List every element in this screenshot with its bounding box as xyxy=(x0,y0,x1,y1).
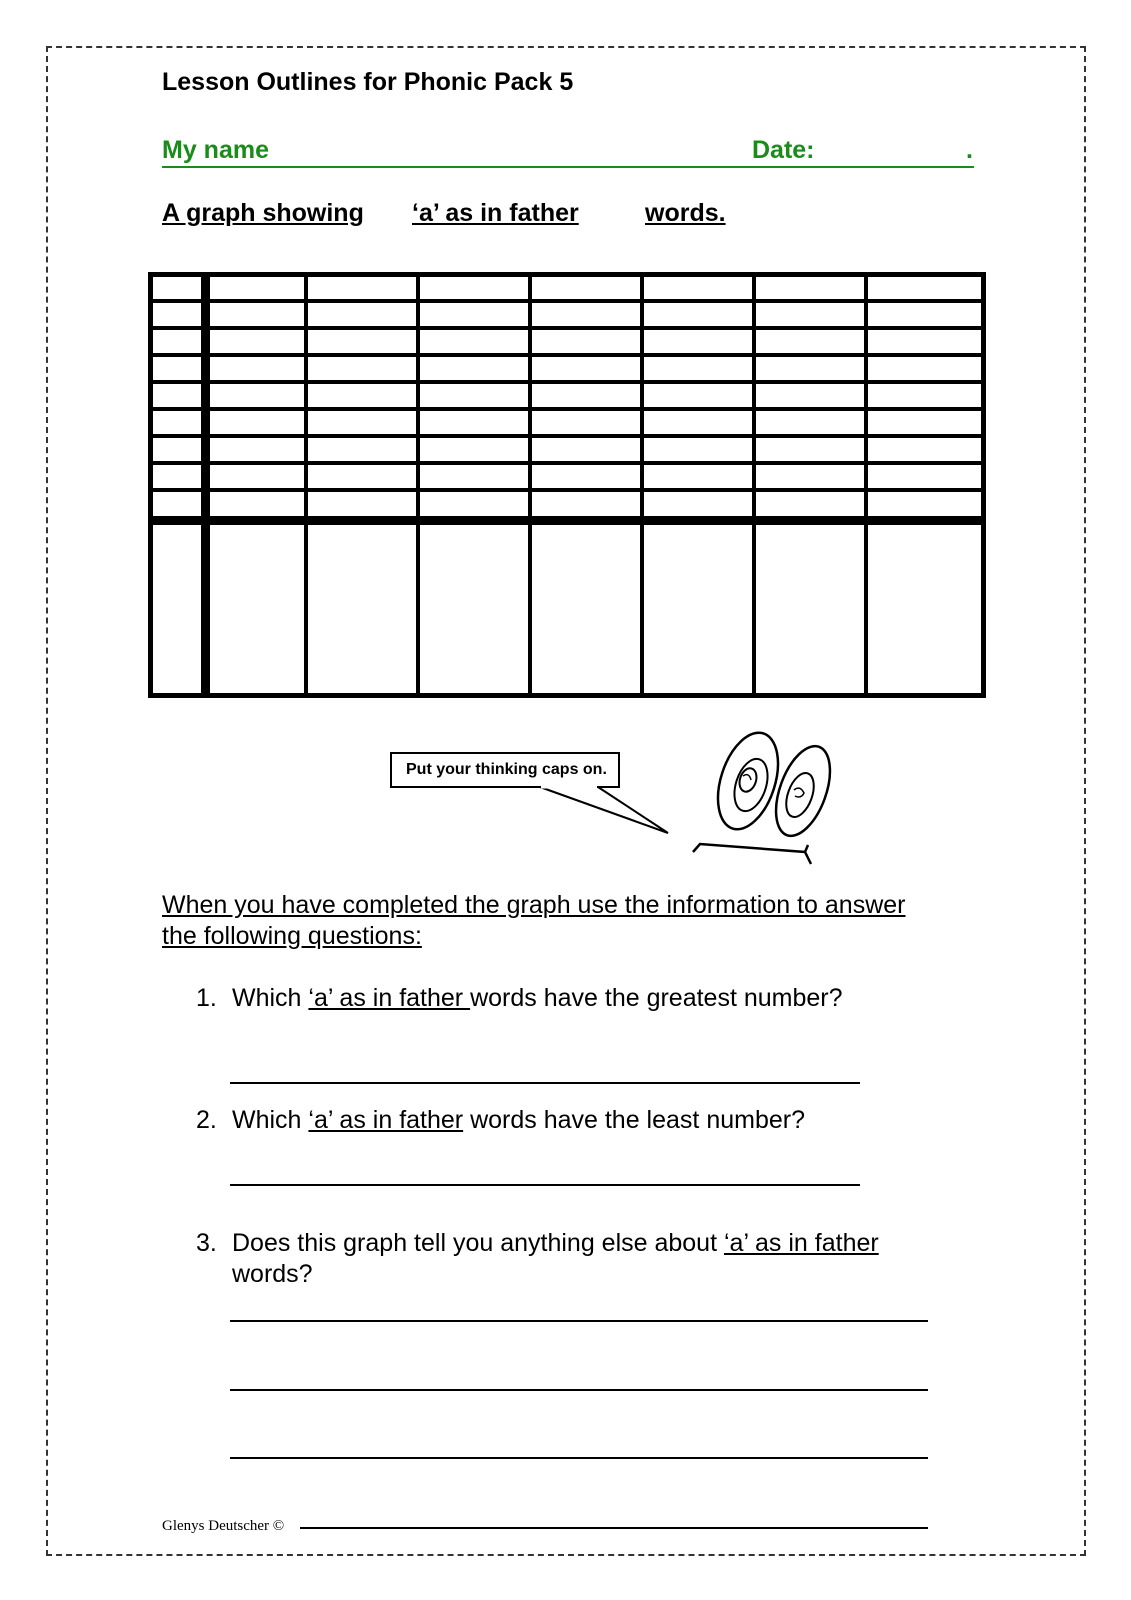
question-text: Which ‘a’ as in father words have the greatest number? xyxy=(232,984,843,1012)
graph-x-axis xyxy=(148,516,986,525)
page-title: Lesson Outlines for Phonic Pack 5 xyxy=(162,68,574,96)
instructions xyxy=(162,890,906,952)
answer-line[interactable] xyxy=(230,1320,928,1322)
question-number: 3. xyxy=(196,1229,217,1257)
blank-graph-grid[interactable] xyxy=(148,272,986,698)
graph-heading-part1: A graph showing xyxy=(162,199,364,227)
question-text: Which ‘a’ as in father words have the least number? xyxy=(232,1106,805,1134)
instructions-line2: the following questions: xyxy=(162,922,422,950)
question-number: 1. xyxy=(196,984,217,1012)
answer-line[interactable] xyxy=(230,1184,860,1186)
name-date-writing-line[interactable] xyxy=(162,166,974,168)
graph-heading-sound: ‘a’ as in father xyxy=(412,199,579,227)
answer-line[interactable] xyxy=(230,1082,860,1084)
answer-line[interactable] xyxy=(300,1527,928,1529)
question-text: Does this graph tell you anything else about ‘a’ as in father xyxy=(232,1229,879,1257)
date-end-mark: . xyxy=(966,136,973,164)
name-label: My name xyxy=(162,136,269,164)
instructions-line1: When you have completed the graph use the information to answer xyxy=(162,891,906,919)
graph-heading-part3: words. xyxy=(645,199,726,227)
question-text-continued: words? xyxy=(232,1260,313,1288)
speech-bubble-text: Put your thinking caps on. xyxy=(406,761,607,778)
answer-line[interactable] xyxy=(230,1457,928,1459)
answer-line[interactable] xyxy=(230,1389,928,1391)
speech-bubble xyxy=(390,752,620,788)
graph-y-axis xyxy=(201,272,210,698)
question-number: 2. xyxy=(196,1106,217,1134)
copyright-credit: Glenys Deutscher © xyxy=(162,1518,285,1534)
date-label: Date: xyxy=(752,136,815,164)
